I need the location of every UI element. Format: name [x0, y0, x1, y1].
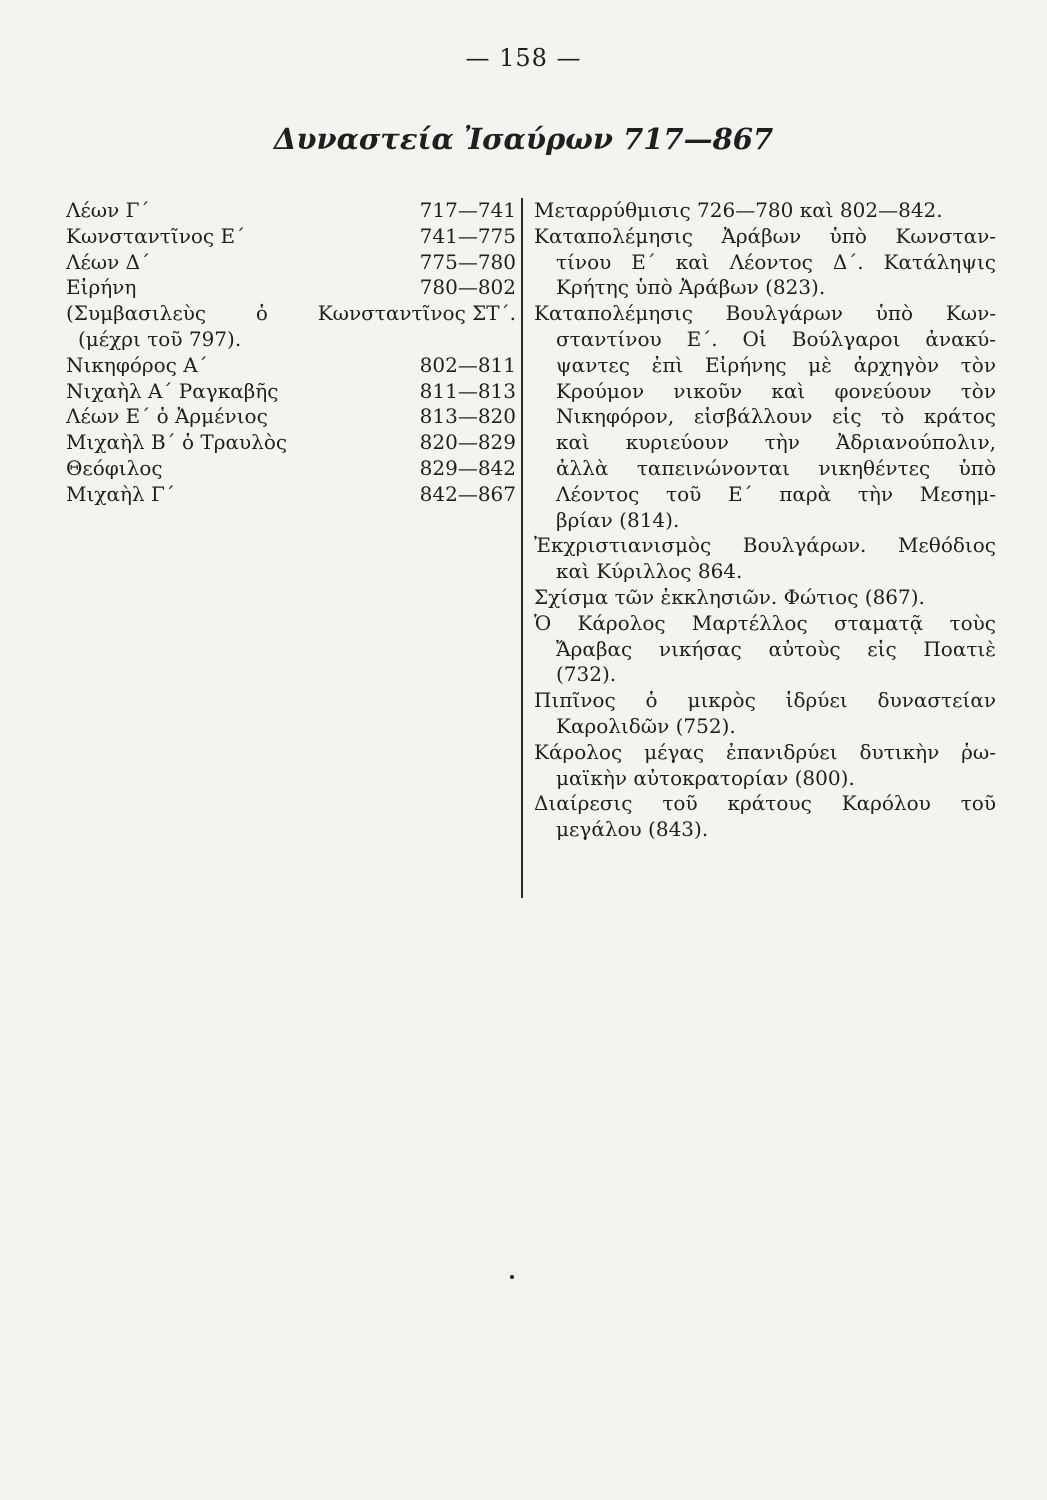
ruler-name: Θεόφιλος	[66, 455, 163, 480]
event-line: Κρήτης ὑπὸ Ἀράβων (823).	[556, 275, 826, 300]
ruler-row	[66, 482, 516, 508]
event-line: Διαίρεσις τοῦ κράτους Καρόλου τοῦ	[534, 791, 996, 816]
ruler-row	[66, 353, 516, 379]
ruler-name: Νιχαὴλ Α΄ Ραγκαβῆς	[66, 378, 279, 403]
event-line: τίνου Ε΄ καὶ Λέοντος Δ΄. Κατάληψις	[556, 249, 996, 274]
event-line: (732).	[556, 662, 617, 687]
event-line: σταντίνου Ε΄. Οἱ Βούλγαροι ἀνακύ-	[556, 326, 996, 351]
event-line: Ὁ Κάρολος Μαρτέλλος σταματᾷ τοὺς	[534, 610, 996, 635]
event-line: Πιπῖνος ὁ μικρὸς ἱδρύει δυναστείαν	[534, 688, 996, 713]
event-line: βρίαν (814).	[556, 507, 680, 532]
event-line: Νικηφόρον, εἰσβάλλουν εἰς τὸ κράτος	[556, 404, 996, 429]
page-title: Δυναστεία Ἰσαύρων 717—867	[273, 122, 774, 156]
event-line: Ἄραβας νικήσας αὐτοὺς εἰς Ποατιὲ	[556, 636, 996, 661]
event-entry	[534, 791, 996, 843]
note-part-a: (Συμβασιλεὺς	[66, 301, 207, 326]
event-line: Καταπολέμησις Ἀράβων ὑπὸ Κωνσταν-	[534, 223, 996, 248]
page-number: — 158 —	[465, 44, 582, 72]
ruler-row	[66, 250, 516, 276]
ruler-years: 820—829	[419, 430, 516, 455]
event-line: μαϊκὴν αὐτοκρατορίαν (800).	[556, 765, 855, 790]
note-part-c: Κωνσταντῖνος ΣΤ΄.	[317, 301, 516, 326]
event-line: καὶ κυριεύουν τὴν Ἀδριανούπολιν,	[556, 430, 996, 455]
event-line: μεγάλου (843).	[556, 817, 709, 842]
ruler-years: 829—842	[419, 455, 516, 480]
event-entry	[534, 301, 996, 533]
ruler-years: 741—775	[419, 223, 516, 248]
ruler-name: Μιχαὴλ Γ΄	[66, 481, 175, 506]
ruler-row	[66, 430, 516, 456]
event-line: Καταπολέμησις Βουλγάρων ὑπὸ Κων-	[534, 301, 996, 326]
event-line: Κρούμον νικοῦν καὶ φονεύουν τὸν	[556, 378, 996, 403]
note-part-b: ὁ	[255, 301, 268, 326]
event-line: Λέοντος τοῦ Ε΄ παρὰ τὴν Μεσημ-	[556, 481, 996, 506]
ruler-row	[66, 224, 516, 250]
ruler-years: 717—741	[419, 198, 516, 222]
event-entry	[534, 688, 996, 740]
ruler-row	[66, 456, 516, 482]
event-line: ἀλλὰ ταπεινώνονται νικηθέντες ὑπὸ	[556, 455, 996, 480]
rulers-column	[66, 198, 516, 508]
event-line: Ἐκχριστιανισμὸς Βουλγάρων. Μεθόδιος	[534, 533, 996, 558]
co-emperor-note	[66, 301, 516, 353]
event-line: Μεταρρύθμισις 726—780 καὶ 802—842.	[534, 198, 943, 222]
ruler-row	[66, 379, 516, 405]
event-entry	[534, 740, 996, 792]
ruler-years: 811—813	[419, 378, 516, 403]
events-column	[534, 198, 996, 843]
event-line: ψαντες ἐπὶ Εἰρήνης μὲ ἀρχηγὸν τὸν	[556, 352, 996, 377]
ruler-years: 802—811	[419, 352, 516, 377]
event-entry	[534, 224, 996, 301]
event-line: Σχίσμα τῶν ἐκκλησιῶν. Φώτιος (867).	[534, 584, 925, 609]
ruler-years: 775—780	[419, 249, 516, 274]
ruler-years: 813—820	[419, 404, 516, 429]
rulers-list-continued	[66, 353, 516, 508]
rulers-list	[66, 198, 516, 301]
ruler-name: Μιχαὴλ Β΄ ὁ Τραυλὸς	[66, 430, 288, 455]
ruler-name: Λέων Γ΄	[66, 198, 150, 222]
ruler-name: Εἰρήνη	[66, 275, 137, 300]
event-line: καὶ Κύριλλος 864.	[556, 559, 743, 584]
ruler-row	[66, 198, 516, 224]
event-entry	[534, 611, 996, 688]
ruler-name: Λέων Ε΄ ὁ Ἀρμένιος	[66, 404, 268, 429]
note-line-2: (μέχρι τοῦ 797).	[78, 326, 242, 351]
ruler-row	[66, 275, 516, 301]
event-line: Καρολιδῶν (752).	[556, 713, 736, 738]
event-line: Κάρολος μέγας ἐπανιδρύει δυτικὴν ῥω-	[534, 739, 996, 764]
ruler-name: Κωνσταντῖνος Ε΄	[66, 223, 246, 248]
ruler-name: Λέων Δ΄	[66, 249, 151, 274]
column-divider	[521, 198, 523, 898]
ruler-years: 780—802	[419, 275, 516, 300]
ink-speck	[510, 1275, 514, 1279]
ruler-row	[66, 404, 516, 430]
event-entry	[534, 585, 996, 611]
event-entry	[534, 533, 996, 585]
ruler-years: 842—867	[419, 481, 516, 506]
event-entry	[534, 198, 996, 224]
ruler-name: Νικηφόρος Α΄	[66, 352, 208, 377]
